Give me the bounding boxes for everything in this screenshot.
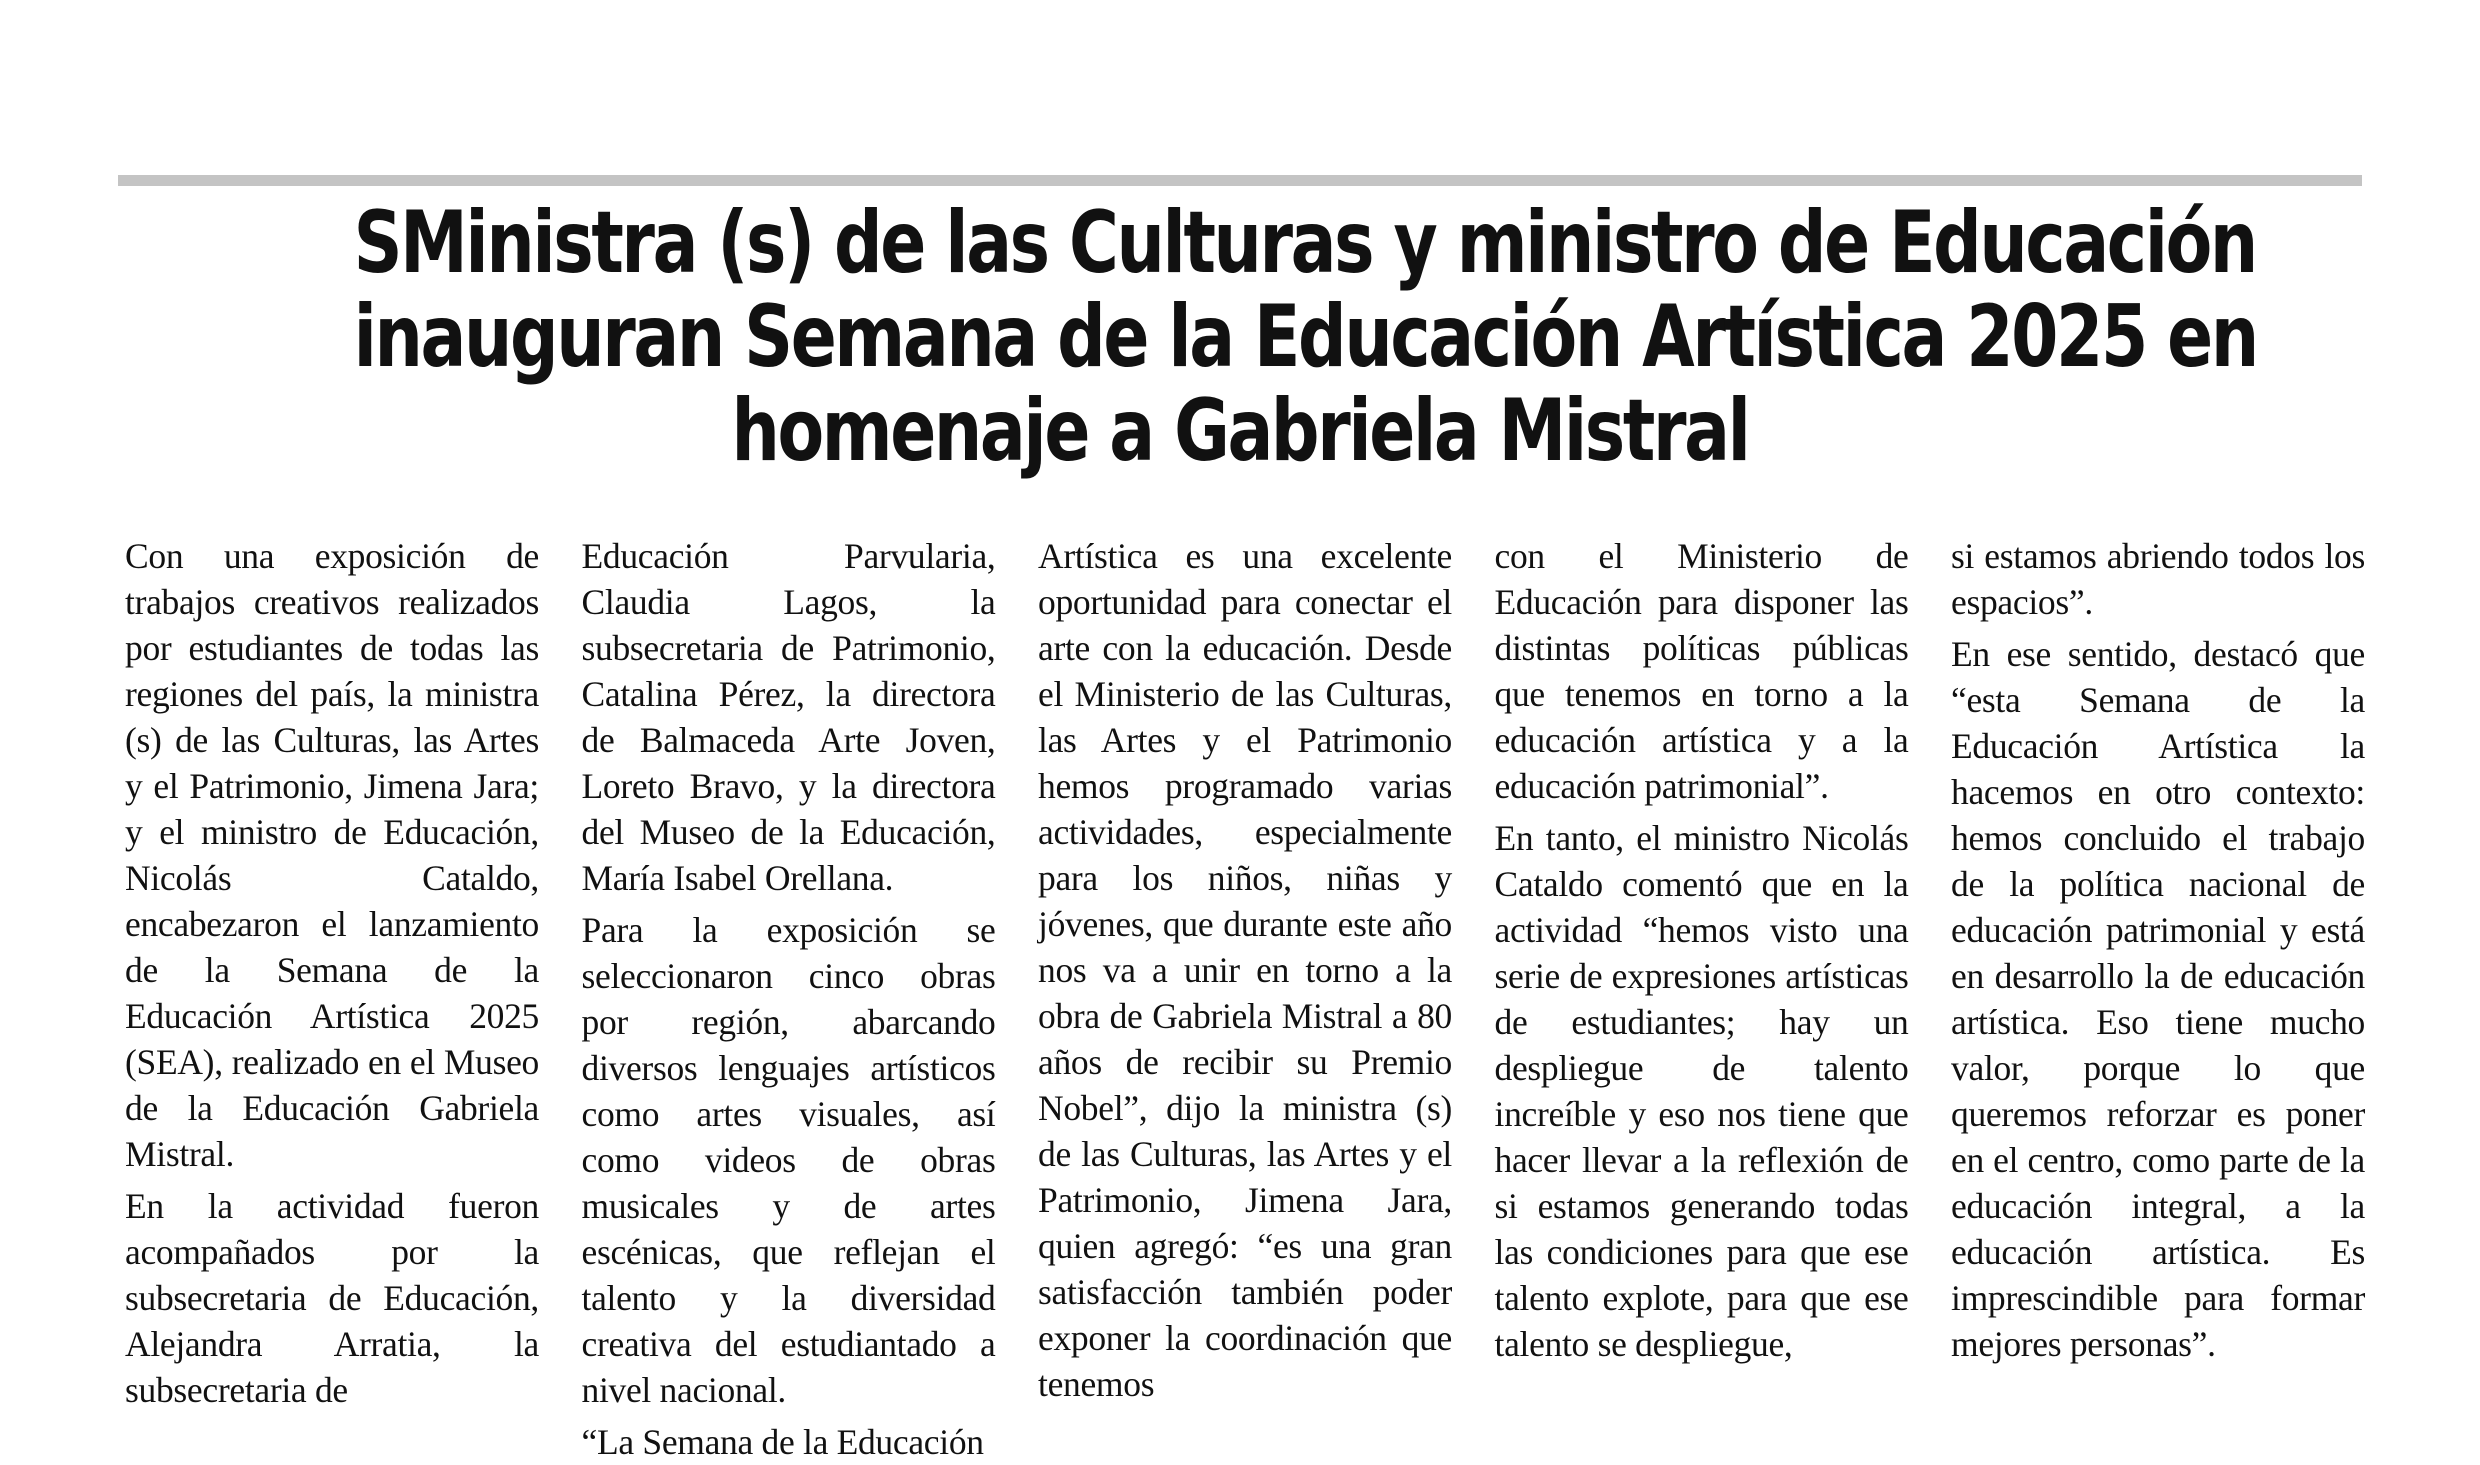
article-column-3 <box>1038 533 1452 1404</box>
headline-line: homenaje a Gabriela Mistral <box>731 381 1749 481</box>
paragraph: Artística es una excelente oportunidad para conectar el arte con la educación. Desde el Ministerio de las Culturas, las Artes y el Patrimonio hemos programado varias actividades, especialmente para los niños, niñas y jóvenes, que durante este año nos va a unir en torno a la obra de Gabriela Mistral a 80 años de recibir su Premio Nobel”, dijo la ministra (s) de las Culturas, las Artes y el Patrimonio, Jimena Jara, quien agregó: “es una gran satisfacción también poder exponer la coordinación que tenemos <box>1038 536 1452 1404</box>
article-column-2 <box>581 533 996 1462</box>
article-body <box>125 533 2365 1462</box>
headline-line: inauguran Semana de la Educación Artística 2025 en <box>353 287 2257 387</box>
paragraph: con el Ministerio de Educación para disponer las distintas políticas públicas que tenemos en torno a la educación artística y a la educación patrimonial”. <box>1494 536 1909 806</box>
paragraph: En tanto, el ministro Nicolás Cataldo comentó que en la actividad “hemos visto una serie de expresiones artísticas de estudiantes; hay un despliegue de talento increíble y eso nos tiene que hacer llevar a la reflexión de si estamos generando todas las condiciones para que ese talento explote, para que ese talento se despliegue, <box>1494 818 1909 1364</box>
paragraph: si estamos abriendo todos los espacios”. <box>1951 536 2365 622</box>
header-rule <box>118 175 2362 186</box>
article-column-4 <box>1494 533 1909 1364</box>
paragraph: Para la exposición se seleccionaron cinco obras por región, abarcando diversos lenguajes artísticos como artes visuales, así como videos de obras musicales y de artes escénicas, que reflejan el talento y la diversidad creativa del estudiantado a nivel nacional. <box>581 910 996 1410</box>
paragraph: Educación Parvularia, Claudia Lagos, la subsecretaria de Patrimonio, Catalina Pérez, la directora de Balmaceda Arte Joven, Loreto Bravo, y la directora del Museo de la Educación, María Isabel Orellana. <box>581 536 996 898</box>
paragraph: En la actividad fueron acompañados por la subsecretaria de Educación, Alejandra Arratia, la subsecretaria de <box>125 1186 539 1410</box>
article-column-1 <box>125 533 539 1410</box>
article-headline <box>353 193 2257 481</box>
headline-line: SMinistra (s) de las Culturas y ministro de Educación <box>353 193 2256 293</box>
paragraph: En ese sentido, destacó que “esta Semana de la Educación Artística la hacemos en otro contexto: hemos concluido el trabajo de la política nacional de educación patrimonial y está en desarrollo la de educación artística. Eso tiene mucho valor, porque lo que queremos reforzar es poner en el centro, como parte de la educación integral, a la educación artística. Es imprescindible para formar mejores personas”. <box>1951 634 2365 1364</box>
article-column-5 <box>1951 533 2365 1364</box>
paragraph: “La Semana de la Educación <box>581 1422 984 1462</box>
paragraph: Con una exposición de trabajos creativos realizados por estudiantes de todas las regiones del país, la ministra (s) de las Culturas, las Artes y el Patrimonio, Jimena Jara; y el ministro de Educación, Nicolás Cataldo, encabezaron el lanzamiento de la Semana de la Educación Artística 2025 (SEA), realizado en el Museo de la Educación Gabriela Mistral. <box>125 536 539 1174</box>
